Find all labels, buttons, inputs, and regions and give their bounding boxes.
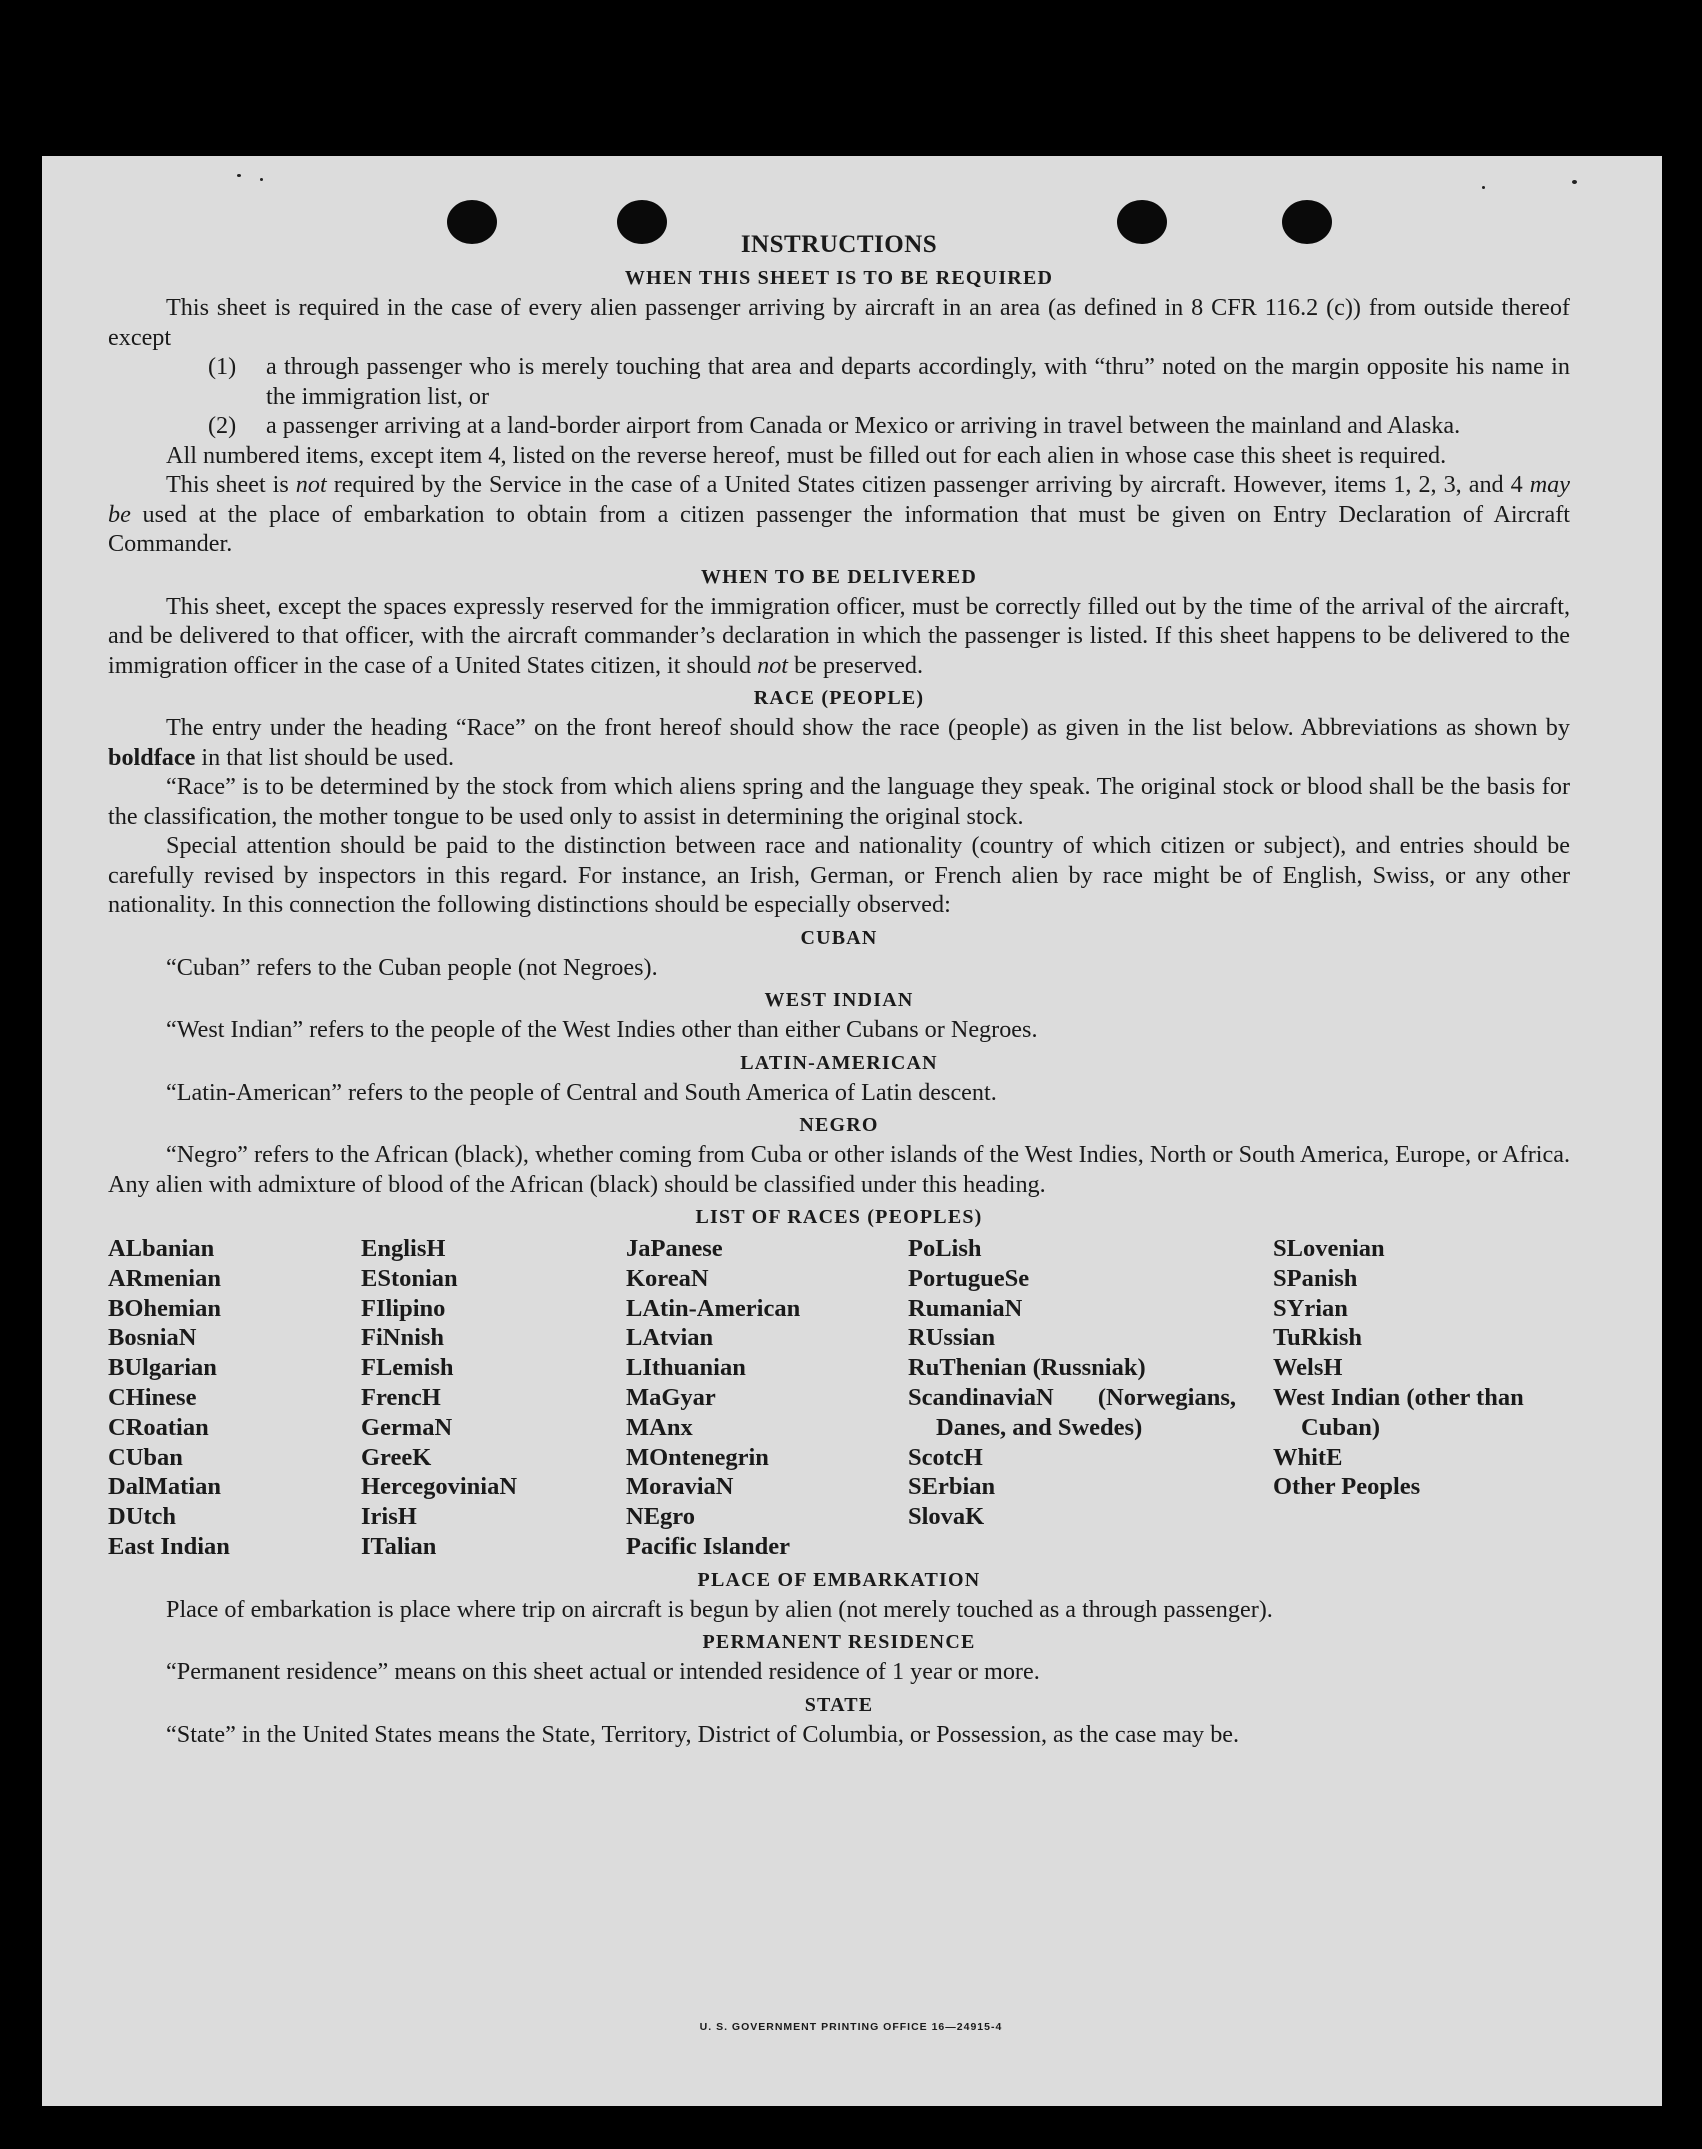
list-item bbox=[108, 411, 1570, 441]
races-table bbox=[108, 1234, 1570, 1562]
definition: “Permanent residence” means on this sheet actual or intended residence of 1 year or more. bbox=[166, 1658, 1040, 1686]
race-entry: BUlgarian bbox=[108, 1354, 217, 1382]
bold-word: boldface bbox=[108, 743, 196, 771]
race-entry: ARmenian bbox=[108, 1264, 221, 1292]
race-entry: FiNnish bbox=[361, 1324, 445, 1352]
emphasis: not bbox=[757, 651, 789, 679]
race-entry: ScotcH bbox=[908, 1443, 983, 1471]
emphasis: may be bbox=[108, 471, 1570, 528]
races-column bbox=[626, 1234, 908, 1562]
race-entry: TuRkish bbox=[1273, 1324, 1363, 1352]
race-entry: SPanish bbox=[1273, 1264, 1358, 1292]
definition: “Cuban” refers to the Cuban people (not Negroes). bbox=[166, 953, 658, 981]
races-column bbox=[361, 1234, 626, 1562]
race-entry: Pacific Islander bbox=[626, 1532, 790, 1560]
speck bbox=[237, 174, 241, 177]
race-entry: LAtin-American bbox=[626, 1294, 801, 1322]
paragraph: This sheet is not required by the Service in the case of a United States citizen passenger arriving by aircraft. However, items 1, 2, 3, and 4 may be used at the place of embarkation to obtain from a citizen passenger the information that must be given on Entry Declaration of Aircraft Commander. bbox=[108, 471, 1570, 557]
paragraph: This sheet, except the spaces expressly reserved for the immigration officer, must be correctly filled out by the time of the arrival of the aircraft, and be delivered to that officer, with the aircraft commander’s declaration in which the passenger is listed. If this sheet happens to be delivered to the immigration officer in the case of a United States citizen, it should not be preserved. bbox=[108, 592, 1570, 679]
races-column bbox=[108, 1234, 361, 1562]
definition: “State” in the United States means the State, Territory, District of Columbia, or Possession, as the case may be. bbox=[166, 1720, 1240, 1748]
race-entry: WhitE bbox=[1273, 1443, 1343, 1471]
race-entry: SlovaK bbox=[908, 1503, 985, 1531]
race-entry: NEgro bbox=[626, 1503, 695, 1531]
race-entry: ITalian bbox=[361, 1532, 437, 1560]
race-entry: WelsH bbox=[1273, 1354, 1343, 1382]
race-entry: GermaN bbox=[361, 1413, 453, 1441]
race-entry: FLemish bbox=[361, 1354, 454, 1382]
race-entry: KoreaN bbox=[626, 1264, 709, 1292]
race-entry: IrisH bbox=[361, 1503, 417, 1531]
race-entry: LIthuanian bbox=[626, 1354, 746, 1382]
race-entry: HercegoviniaN bbox=[361, 1473, 518, 1501]
race-entry: CHinese bbox=[108, 1383, 197, 1411]
page-title: INSTRUCTIONS bbox=[740, 231, 938, 258]
race-entry: SLovenian bbox=[1273, 1235, 1385, 1262]
paragraph: All numbered items, except item 4, listed on the reverse hereof, must be filled out for each alien in whose case this sheet is required. bbox=[166, 441, 1447, 469]
speck bbox=[1572, 180, 1577, 184]
item-text: a through passenger who is merely touching that area and departs accordingly, with “thru” noted on the margin opposite his name in the immigration list, or bbox=[266, 353, 1570, 410]
race-entry: PoLish bbox=[908, 1235, 982, 1262]
list-item bbox=[108, 352, 1570, 411]
race-entry: RuThenian (Russniak) bbox=[908, 1354, 1146, 1382]
paragraph: The entry under the heading “Race” on the front hereof should show the race (people) as given in the list below. Abbreviations as shown by boldface in that list should be used. bbox=[108, 714, 1570, 771]
paragraph: “Race” is to be determined by the stock from which aliens spring and the language they speak. The original stock or blood shall be the basis for the classification, the mother tongue to be used only to assist in determining the original stock. bbox=[108, 773, 1570, 830]
race-entry: Other Peoples bbox=[1273, 1473, 1421, 1501]
heading-when-required: WHEN THIS SHEET IS TO BE REQUIRED bbox=[624, 267, 1054, 289]
heading-negro: NEGRO bbox=[799, 1114, 879, 1136]
definition: Place of embarkation is place where trip on aircraft is begun by alien (not merely touched as a through passenger). bbox=[166, 1595, 1273, 1623]
race-entry: JaPanese bbox=[626, 1235, 723, 1262]
race-entry: RUssian bbox=[908, 1324, 996, 1352]
race-entry: BosniaN bbox=[108, 1324, 197, 1352]
heading-list-of-races: LIST OF RACES (PEOPLES) bbox=[695, 1206, 983, 1228]
race-entry: GreeK bbox=[361, 1443, 432, 1471]
race-entry: DUtch bbox=[108, 1503, 177, 1531]
heading-embarkation: PLACE OF EMBARKATION bbox=[697, 1568, 981, 1591]
speck bbox=[1482, 186, 1485, 189]
race-entry: SErbian bbox=[908, 1473, 996, 1501]
definition: “West Indian” refers to the people of the West Indies other than either Cubans or Negroes. bbox=[166, 1016, 1038, 1043]
race-entry: ALbanian bbox=[108, 1235, 215, 1262]
race-entry: DalMatian bbox=[108, 1473, 221, 1501]
paragraph: Special attention should be paid to the distinction between race and nationality (country of which citizen or subject), and entries should be carefully revised by inspectors in this regard. For instance, an Irish, German, or French alien by race might be of English, Swiss, or any other nationality. In this connection the following distinctions should be especially observed: bbox=[108, 832, 1570, 918]
item-number: (2) bbox=[208, 412, 237, 439]
race-entry: SYrian bbox=[1273, 1294, 1348, 1322]
heading-race: RACE (PEOPLE) bbox=[753, 687, 925, 709]
race-entry: MOntenegrin bbox=[626, 1443, 769, 1471]
paragraph: This sheet is required in the case of every alien passenger arriving by aircraft in an area (as defined in 8 CFR 116.2 (c)) from outside thereof except bbox=[108, 294, 1570, 351]
heading-cuban: CUBAN bbox=[800, 926, 878, 949]
race-entry: FrencH bbox=[361, 1383, 441, 1411]
heading-permanent-residence: PERMANENT RESIDENCE bbox=[702, 1631, 976, 1654]
race-entry: ScandinaviaN (Norwegians, Danes, and Swedes) bbox=[908, 1383, 1236, 1441]
race-entry: MAnx bbox=[626, 1413, 693, 1441]
race-entry: MoraviaN bbox=[626, 1473, 734, 1501]
race-entry: CUban bbox=[108, 1443, 183, 1471]
races-column bbox=[1273, 1234, 1570, 1562]
race-entry: West Indian (other than Cuban) bbox=[1273, 1383, 1524, 1441]
emphasis: not bbox=[295, 471, 327, 498]
speck bbox=[260, 178, 263, 181]
races-column bbox=[908, 1234, 1273, 1562]
definition: “Negro” refers to the African (black), whether coming from Cuba or other islands of the West Indies, North or South America, Europe, or Africa. Any alien with admixture of blood of the African (black) should be classified under this heading. bbox=[108, 1141, 1570, 1198]
race-entry: EStonian bbox=[361, 1264, 458, 1292]
heading-west-indian: WEST INDIAN bbox=[764, 989, 914, 1011]
heading-state: STATE bbox=[804, 1693, 874, 1716]
heading-latin-american: LATIN-AMERICAN bbox=[740, 1051, 938, 1074]
race-entry: FIlipino bbox=[361, 1294, 446, 1322]
race-entry: East Indian bbox=[108, 1532, 230, 1560]
race-entry: BOhemian bbox=[108, 1294, 221, 1322]
printer-imprint: U. S. GOVERNMENT PRINTING OFFICE 16—24915-4 bbox=[699, 2021, 1003, 2033]
race-entry: PortugueSe bbox=[908, 1264, 1030, 1292]
item-text: a passenger arriving at a land-border airport from Canada or Mexico or arriving in travel between the mainland and Alaska. bbox=[266, 412, 1461, 439]
race-entry: LAtvian bbox=[626, 1324, 714, 1352]
definition: “Latin-American” refers to the people of Central and South America of Latin descent. bbox=[166, 1078, 997, 1106]
instructions-body bbox=[108, 226, 1570, 1749]
race-entry: CRoatian bbox=[108, 1413, 209, 1441]
heading-when-delivered: WHEN TO BE DELIVERED bbox=[700, 565, 978, 588]
race-entry: RumaniaN bbox=[908, 1294, 1023, 1322]
race-entry: MaGyar bbox=[626, 1383, 716, 1411]
race-entry: EnglisH bbox=[361, 1235, 446, 1262]
item-number: (1) bbox=[208, 353, 237, 380]
